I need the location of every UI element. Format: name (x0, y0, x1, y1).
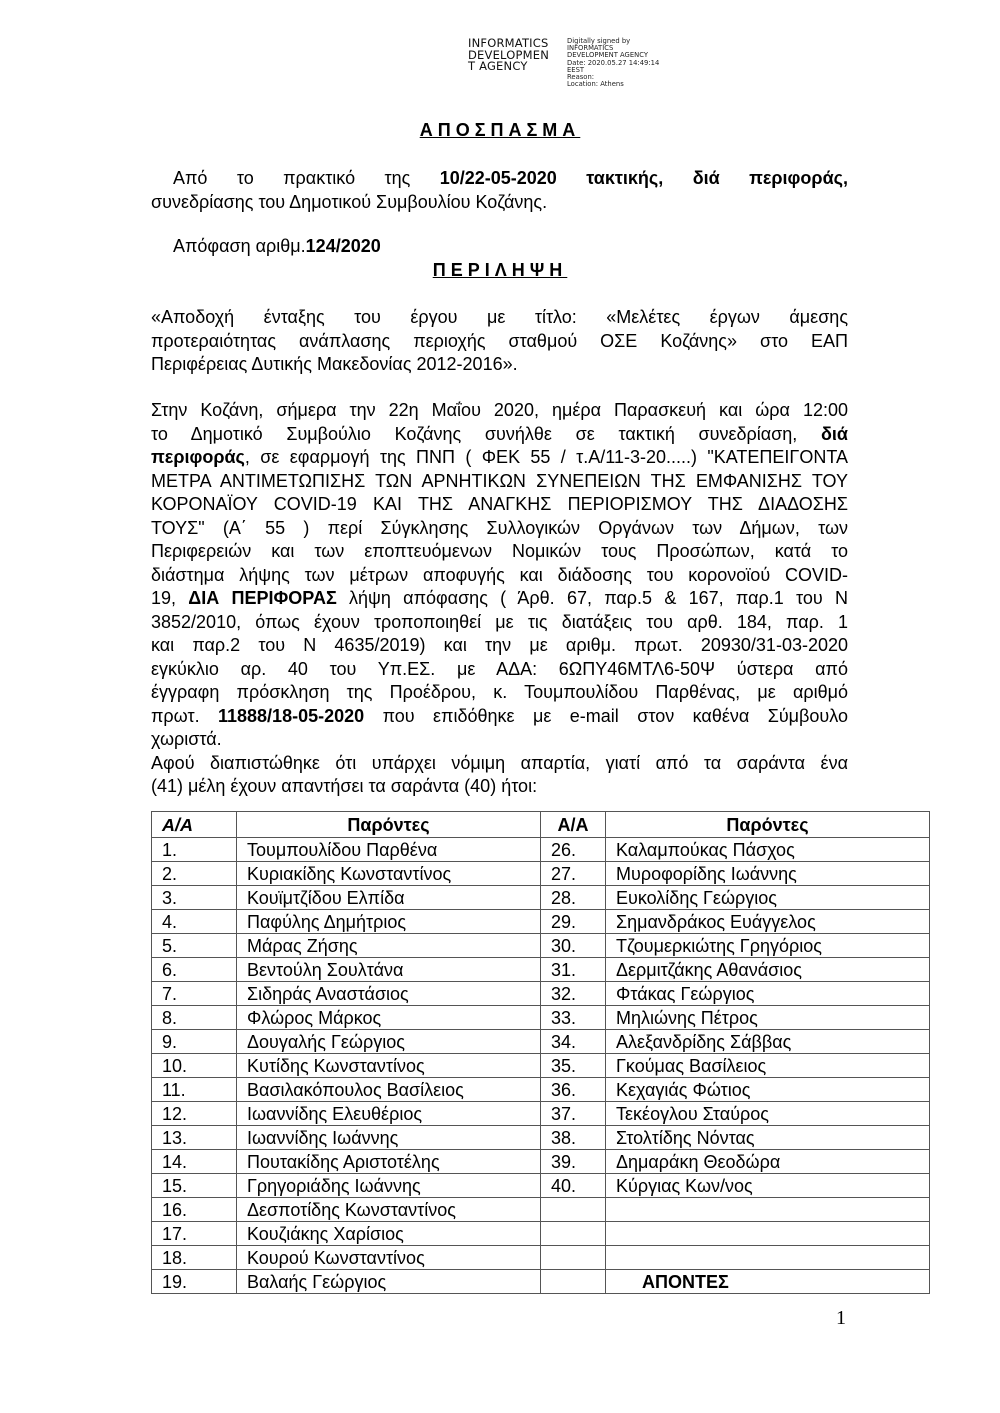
cell-name: Παφύλης Δημήτριος (237, 910, 541, 934)
body-text: , σε εφαρμογή της ΠΝΠ ( ΦΕΚ 55 / τ.Α/11-3-20.....) "ΚΑΤΕΠΕΙΓΟΝΤΑ (244, 447, 848, 467)
cell-index: 40. (541, 1174, 606, 1198)
cell-name: Δεσποτίδης Κωνσταντίνος (237, 1198, 541, 1222)
cell-name: Γκούμας Βασίλειος (606, 1054, 930, 1078)
table-row (152, 958, 930, 982)
cell-index: 34. (541, 1030, 606, 1054)
cell-name: Τζουμερκιώτης Γρηγόριος (606, 934, 930, 958)
body-text: πρωτ. (151, 705, 218, 726)
page-number: 1 (836, 1307, 846, 1329)
table-row (152, 934, 930, 958)
cell-index: 17. (152, 1222, 237, 1246)
cell-name: Κυριακίδης Κωνσταντίνος (237, 862, 541, 886)
signature-issuer-line: DEVELOPMEN (468, 47, 550, 62)
cell-index: 26. (541, 838, 606, 862)
cell-index: 1. (152, 838, 237, 862)
header-present: Παρόντες (606, 812, 930, 838)
meeting-reference: 10/22-05-2020 τακτικής, διά περιφοράς, (439, 168, 848, 188)
cell-index: 10. (152, 1054, 237, 1078)
header-present: Παρόντες (237, 812, 541, 838)
cell-name: Κύργιας Κων/νος (606, 1174, 930, 1198)
cell-index (541, 1246, 606, 1270)
body-line: χωριστά. (151, 729, 222, 749)
cell-name: Γρηγοριάδης Ιωάννης (237, 1174, 541, 1198)
cell-name: Ιωαννίδης Ιωάννης (237, 1126, 541, 1150)
cell-index: 37. (541, 1102, 606, 1126)
body-line (151, 423, 848, 447)
table-row (152, 1102, 930, 1126)
body-line: εγκύκλιο αρ. 40 του Υπ.ΕΣ. με ΑΔΑ: 6ΩΠΥ46ΜΤΛ6-50Ψ ύστερα από (151, 658, 848, 679)
cell-index: 16. (152, 1198, 237, 1222)
document-title: ΑΠΟΣΠΑΣΜΑ (419, 120, 581, 140)
cell-index: 2. (152, 862, 237, 886)
signature-detail-line: DEVELOPMENT AGENCY (567, 51, 648, 60)
signature-detail-line: INFORMATICS (567, 44, 614, 53)
cell-name: Κεχαγιάς Φώτιος (606, 1078, 930, 1102)
table-row (152, 1006, 930, 1030)
header-index: Α/Α (152, 812, 237, 838)
cell-name: Μηλιώνης Πέτρος (606, 1006, 930, 1030)
cell-name: Βαλαής Γεώργιος (237, 1270, 541, 1294)
body-text: λήψη απόφασης ( Άρθ. 67, παρ.5 & 167, παρ.1 του Ν (336, 588, 848, 608)
intro-text: Από το πρακτικό της (173, 168, 440, 188)
cell-index: 29. (541, 910, 606, 934)
cell-name: Πουτακίδης Αριστοτέλης (237, 1150, 541, 1174)
cell-name (606, 1246, 930, 1270)
cell-index: 11. (152, 1078, 237, 1102)
table-row (152, 862, 930, 886)
summary-paragraph (151, 306, 848, 377)
summary-title: ΠΕΡΙΛΗΨΗ (432, 260, 568, 280)
body-line: διάστημα λήψης των μέτρων αποφυγής και διάδοσης του κορονοϊού COVID- (151, 564, 848, 585)
body-paragraph (151, 399, 848, 799)
body-line: έγγραφη πρόσκληση της Προέδρου, κ. Τουμπουλίδου Παρθένας, με αριθμό (151, 682, 848, 702)
cell-index: 19. (152, 1270, 237, 1294)
body-line (151, 446, 848, 470)
cell-name: Αλεξανδρίδης Σάββας (606, 1030, 930, 1054)
table-row (152, 1222, 930, 1246)
body-line: ΤΟΥΣ" (Α΄ 55 ) περί Σύγκλησης Συλλογικών Οργάνων των Δήμων, των (151, 517, 848, 538)
cell-name: Δερμιτζάκης Αθανάσιος (606, 958, 930, 982)
table-row (152, 1126, 930, 1150)
body-line: 3852/2010, όπως έχουν τροποποιηθεί με τις διατάξεις του αρθ. 184, παρ. 1 (151, 611, 848, 632)
body-text: το Δημοτικό Συμβούλιο Κοζάνης συνήλθε σε τακτική συνεδρίαση, (151, 423, 822, 444)
body-line: και παρ.2 του Ν 4635/2019) και την με αριθμ. πρωτ. 20930/31-03-2020 (151, 635, 848, 655)
cell-name: Βεντούλη Σουλτάνα (237, 958, 541, 982)
decision-value: 124/2020 (305, 236, 381, 256)
cell-index: 13. (152, 1126, 237, 1150)
body-line: Περιφερειών και των εποπτευόμενων Νομικών τους Προσώπων, κατά το (151, 541, 848, 561)
table-row (152, 1150, 930, 1174)
cell-index: 14. (152, 1150, 237, 1174)
cell-index (541, 1270, 606, 1294)
cell-index: 36. (541, 1078, 606, 1102)
cell-index: 4. (152, 910, 237, 934)
table-header-row (152, 812, 930, 838)
cell-index: 5. (152, 934, 237, 958)
body-line (151, 705, 848, 729)
cell-name: Ιωαννίδης Ελευθέριος (237, 1102, 541, 1126)
cell-index (541, 1222, 606, 1246)
cell-name (606, 1198, 930, 1222)
body-line: ΚΟΡΟΝΑΪΟΥ COVID-19 ΚΑΙ ΤΗΣ ΑΝΑΓΚΗΣ ΠΕΡΙΟΡΙΣΜΟΥ ΤΗΣ ΔΙΑΔΟΣΗΣ (151, 494, 848, 514)
cell-name: Κυτίδης Κωνσταντίνος (237, 1054, 541, 1078)
cell-index: 38. (541, 1126, 606, 1150)
cell-name: Τεκέογλου Σταύρος (606, 1102, 930, 1126)
summary-line: προτεραιότητας ανάπλασης περιοχής σταθμού ΟΣΕ Κοζάνης» στο ΕΑΠ (151, 330, 848, 351)
cell-index: 8. (152, 1006, 237, 1030)
signature-details (567, 38, 659, 88)
body-line: (41) μέλη έχουν απαντήσει τα σαράντα (40) ήτοι: (151, 776, 538, 796)
cell-index (541, 1198, 606, 1222)
body-bold: ΔΙΑ ΠΕΡΙΦΟΡΑΣ (188, 588, 337, 608)
body-bold: διά (821, 423, 848, 444)
signature-issuer-line: INFORMATICS (468, 36, 549, 50)
cell-index: 31. (541, 958, 606, 982)
body-line: ΜΕΤΡΑ ΑΝΤΙΜΕΤΩΠΙΣΗΣ ΤΩΝ ΑΡΝΗΤΙΚΩΝ ΣΥΝΕΠΕΙΩΝ ΤΗΣ ΕΜΦΑΝΙΣΗΣ ΤΟΥ (151, 470, 848, 491)
invitation-reference: 11888/18-05-2020 (218, 705, 365, 726)
signature-detail-line: Digitally signed by (567, 37, 631, 45)
signature-detail-line: EEST (567, 65, 585, 74)
cell-name: Σημανδράκος Ευάγγελος (606, 910, 930, 934)
cell-name: Φτάκας Γεώργιος (606, 982, 930, 1006)
body-bold: περιφοράς (151, 447, 245, 467)
signature-issuer-line: T AGENCY (468, 59, 528, 73)
signature-issuer (468, 38, 549, 73)
cell-name: Τουμπουλίδου Παρθένα (237, 838, 541, 862)
table-row (152, 1198, 930, 1222)
cell-name: Δουγαλής Γεώργιος (237, 1030, 541, 1054)
decision-label: Απόφαση αριθμ. (173, 236, 306, 256)
cell-index: 18. (152, 1246, 237, 1270)
cell-index: 32. (541, 982, 606, 1006)
signature-detail-line: Reason: (567, 73, 595, 82)
signature-detail-line: Location: Athens (567, 80, 624, 89)
cell-index: 3. (152, 886, 237, 910)
cell-name: Στολτίδης Νόντας (606, 1126, 930, 1150)
cell-name (606, 1222, 930, 1246)
cell-name: Δημαράκη Θεοδώρα (606, 1150, 930, 1174)
cell-name: Σιδηράς Αναστάσιος (237, 982, 541, 1006)
cell-name: Βασιλακόπουλος Βασίλειος (237, 1078, 541, 1102)
cell-index: 27. (541, 862, 606, 886)
table-row (152, 982, 930, 1006)
cell-name: Καλαμπούκας Πάσχος (606, 838, 930, 862)
body-text: που επιδόθηκε με e-mail στον καθένα Σύμβουλο (364, 705, 848, 726)
body-line: Στην Κοζάνη, σήμερα την 22η Μαΐου 2020, ημέρα Παρασκευή και ώρα 12:00 (151, 400, 848, 420)
cell-name: Κουρού Κωνσταντίνος (237, 1246, 541, 1270)
cell-index: 7. (152, 982, 237, 1006)
body-text: 19, (151, 588, 189, 608)
decision-number (151, 235, 870, 259)
body-line (151, 587, 848, 611)
cell-name: Κουζιάκης Χαρίσιος (237, 1222, 541, 1246)
table-row (152, 1078, 930, 1102)
cell-index: 6. (152, 958, 237, 982)
cell-name: Ευκολίδης Γεώργιος (606, 886, 930, 910)
cell-index: 39. (541, 1150, 606, 1174)
cell-index: 33. (541, 1006, 606, 1030)
cell-name: Μάρας Ζήσης (237, 934, 541, 958)
intro-line-2: συνεδρίασης του Δημοτικού Συμβουλίου Κοζάνης. (151, 191, 548, 212)
cell-name: Κουϊμτζίδου Ελπίδα (237, 886, 541, 910)
table-row (152, 910, 930, 934)
table-row (152, 1174, 930, 1198)
intro-paragraph (151, 167, 848, 214)
cell-index: 28. (541, 886, 606, 910)
intro-line-1 (151, 167, 848, 191)
summary-line: Περιφέρειας Δυτικής Μακεδονίας 2012-2016». (151, 354, 518, 374)
cell-index: 35. (541, 1054, 606, 1078)
body-line: Αφού διαπιστώθηκε ότι υπάρχει νόμιμη απαρτία, γιατί από τα σαράντα ένα (151, 752, 848, 773)
cell-index: 30. (541, 934, 606, 958)
table-row (152, 1270, 930, 1294)
summary-line: «Αποδοχή ένταξης του έργου με τίτλο: «Μελέτες έργων άμεσης (151, 307, 848, 327)
cell-index: 15. (152, 1174, 237, 1198)
signature-detail-line: Date: 2020.05.27 14:49:14 (567, 58, 660, 67)
table-row (152, 1054, 930, 1078)
cell-name: Μυροφορίδης Ιωάννης (606, 862, 930, 886)
cell-name: Φλώρος Μάρκος (237, 1006, 541, 1030)
absent-header: ΑΠΟΝΤΕΣ (606, 1270, 930, 1294)
cell-index: 9. (152, 1030, 237, 1054)
attendance-table (151, 811, 930, 1294)
cell-index: 12. (152, 1102, 237, 1126)
table-row (152, 1030, 930, 1054)
table-row (152, 886, 930, 910)
table-row (152, 1246, 930, 1270)
table-row (152, 838, 930, 862)
header-index: Α/Α (541, 812, 606, 838)
